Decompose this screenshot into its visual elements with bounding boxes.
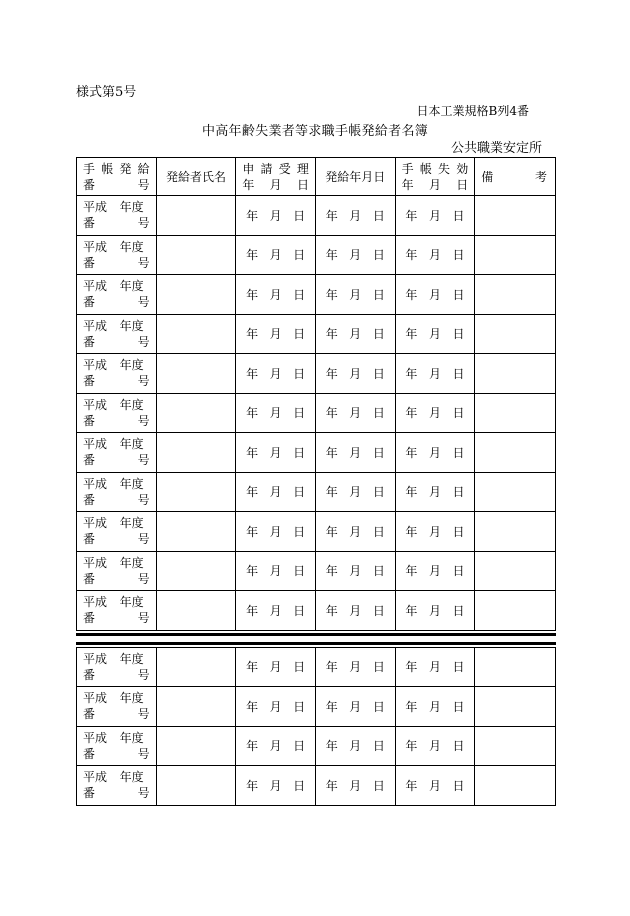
- notebook-number-cell: 平成 年度 番 号: [77, 393, 157, 433]
- header-remarks: 備 考: [475, 158, 556, 196]
- issue-date-cell: 年 月 日: [315, 726, 395, 766]
- issue-date-cell: 年 月 日: [315, 766, 395, 806]
- recipient-name-cell: [156, 512, 236, 552]
- header-application-date: 申 請 受 理 年 月 日: [236, 158, 316, 196]
- expiry-date-cell: 年 月 日: [395, 354, 475, 394]
- remarks-cell: [475, 275, 556, 315]
- double-rule-separator: [76, 631, 556, 647]
- header-issue-date: 発給年月日: [315, 158, 395, 196]
- issue-date-cell: 年 月 日: [315, 591, 395, 631]
- ledger-table-lower: [76, 647, 556, 806]
- notebook-number-cell: 平成 年度 番 号: [77, 235, 157, 275]
- issue-date-cell: 年 月 日: [315, 354, 395, 394]
- recipient-name-cell: [156, 687, 236, 727]
- table-row: [77, 235, 556, 275]
- remarks-cell: [475, 726, 556, 766]
- expiry-date-cell: 年 月 日: [395, 275, 475, 315]
- notebook-number-cell: 平成 年度 番 号: [77, 472, 157, 512]
- table-row: [77, 512, 556, 552]
- remarks-cell: [475, 433, 556, 473]
- application-date-cell: 年 月 日: [236, 196, 316, 236]
- notebook-number-cell: 平成 年度 番 号: [77, 354, 157, 394]
- remarks-cell: [475, 196, 556, 236]
- ledger-table-upper: [76, 157, 556, 631]
- table-row: [77, 472, 556, 512]
- issue-date-cell: 年 月 日: [315, 433, 395, 473]
- expiry-date-cell: 年 月 日: [395, 647, 475, 687]
- issue-date-cell: 年 月 日: [315, 472, 395, 512]
- expiry-date-cell: 年 月 日: [395, 393, 475, 433]
- notebook-number-cell: 平成 年度 番 号: [77, 433, 157, 473]
- recipient-name-cell: [156, 433, 236, 473]
- expiry-date-cell: 年 月 日: [395, 314, 475, 354]
- remarks-cell: [475, 512, 556, 552]
- header-recipient-name: 発給者氏名: [156, 158, 236, 196]
- expiry-date-cell: 年 月 日: [395, 726, 475, 766]
- application-date-cell: 年 月 日: [236, 591, 316, 631]
- application-date-cell: 年 月 日: [236, 472, 316, 512]
- application-date-cell: 年 月 日: [236, 393, 316, 433]
- notebook-number-cell: 平成 年度 番 号: [77, 591, 157, 631]
- office-label: 公共職業安定所: [450, 141, 542, 156]
- table-row: [77, 726, 556, 766]
- table-row: [77, 393, 556, 433]
- remarks-cell: [475, 551, 556, 591]
- application-date-cell: 年 月 日: [236, 687, 316, 727]
- expiry-date-cell: 年 月 日: [395, 591, 475, 631]
- table-row: [77, 196, 556, 236]
- issue-date-cell: 年 月 日: [315, 235, 395, 275]
- form-number: 様式第5号: [76, 85, 137, 100]
- expiry-date-cell: 年 月 日: [395, 433, 475, 473]
- recipient-name-cell: [156, 726, 236, 766]
- document-title: 中高年齢失業者等求職手帳発給者名簿: [201, 124, 429, 139]
- application-date-cell: 年 月 日: [236, 235, 316, 275]
- application-date-cell: 年 月 日: [236, 766, 316, 806]
- expiry-date-cell: 年 月 日: [395, 766, 475, 806]
- remarks-cell: [475, 687, 556, 727]
- recipient-name-cell: [156, 551, 236, 591]
- recipient-name-cell: [156, 766, 236, 806]
- table-row: [77, 551, 556, 591]
- table-row: [77, 591, 556, 631]
- issue-date-cell: 年 月 日: [315, 314, 395, 354]
- recipient-name-cell: [156, 275, 236, 315]
- notebook-number-cell: 平成 年度 番 号: [77, 766, 157, 806]
- expiry-date-cell: 年 月 日: [395, 551, 475, 591]
- application-date-cell: 年 月 日: [236, 726, 316, 766]
- application-date-cell: 年 月 日: [236, 512, 316, 552]
- recipient-name-cell: [156, 354, 236, 394]
- notebook-number-cell: 平成 年度 番 号: [77, 687, 157, 727]
- ledger: [76, 157, 556, 806]
- remarks-cell: [475, 647, 556, 687]
- issue-date-cell: 年 月 日: [315, 687, 395, 727]
- remarks-cell: [475, 766, 556, 806]
- application-date-cell: 年 月 日: [236, 354, 316, 394]
- recipient-name-cell: [156, 647, 236, 687]
- recipient-name-cell: [156, 196, 236, 236]
- notebook-number-cell: 平成 年度 番 号: [77, 551, 157, 591]
- header-notebook-number: 手 帳 発 給 番 号: [77, 158, 157, 196]
- table-row: [77, 314, 556, 354]
- remarks-cell: [475, 472, 556, 512]
- application-date-cell: 年 月 日: [236, 433, 316, 473]
- issue-date-cell: 年 月 日: [315, 512, 395, 552]
- notebook-number-cell: 平成 年度 番 号: [77, 275, 157, 315]
- recipient-name-cell: [156, 393, 236, 433]
- table-row: [77, 354, 556, 394]
- application-date-cell: 年 月 日: [236, 314, 316, 354]
- expiry-date-cell: 年 月 日: [395, 196, 475, 236]
- table-row: [77, 275, 556, 315]
- application-date-cell: 年 月 日: [236, 551, 316, 591]
- issue-date-cell: 年 月 日: [315, 393, 395, 433]
- notebook-number-cell: 平成 年度 番 号: [77, 726, 157, 766]
- table-row: [77, 647, 556, 687]
- table-row: [77, 766, 556, 806]
- table-row: [77, 433, 556, 473]
- recipient-name-cell: [156, 472, 236, 512]
- jis-size-label: 日本工業規格B列4番: [416, 104, 529, 118]
- issue-date-cell: 年 月 日: [315, 275, 395, 315]
- header-expiry-date: 手 帳 失 効 年 月 日: [395, 158, 475, 196]
- recipient-name-cell: [156, 591, 236, 631]
- expiry-date-cell: 年 月 日: [395, 235, 475, 275]
- recipient-name-cell: [156, 235, 236, 275]
- notebook-number-cell: 平成 年度 番 号: [77, 196, 157, 236]
- notebook-number-cell: 平成 年度 番 号: [77, 314, 157, 354]
- remarks-cell: [475, 354, 556, 394]
- recipient-name-cell: [156, 314, 236, 354]
- header-row: [77, 158, 556, 196]
- notebook-number-cell: 平成 年度 番 号: [77, 647, 157, 687]
- expiry-date-cell: 年 月 日: [395, 687, 475, 727]
- application-date-cell: 年 月 日: [236, 275, 316, 315]
- issue-date-cell: 年 月 日: [315, 551, 395, 591]
- remarks-cell: [475, 235, 556, 275]
- remarks-cell: [475, 591, 556, 631]
- expiry-date-cell: 年 月 日: [395, 472, 475, 512]
- remarks-cell: [475, 393, 556, 433]
- remarks-cell: [475, 314, 556, 354]
- application-date-cell: 年 月 日: [236, 647, 316, 687]
- issue-date-cell: 年 月 日: [315, 647, 395, 687]
- notebook-number-cell: 平成 年度 番 号: [77, 512, 157, 552]
- issue-date-cell: 年 月 日: [315, 196, 395, 236]
- expiry-date-cell: 年 月 日: [395, 512, 475, 552]
- table-row: [77, 687, 556, 727]
